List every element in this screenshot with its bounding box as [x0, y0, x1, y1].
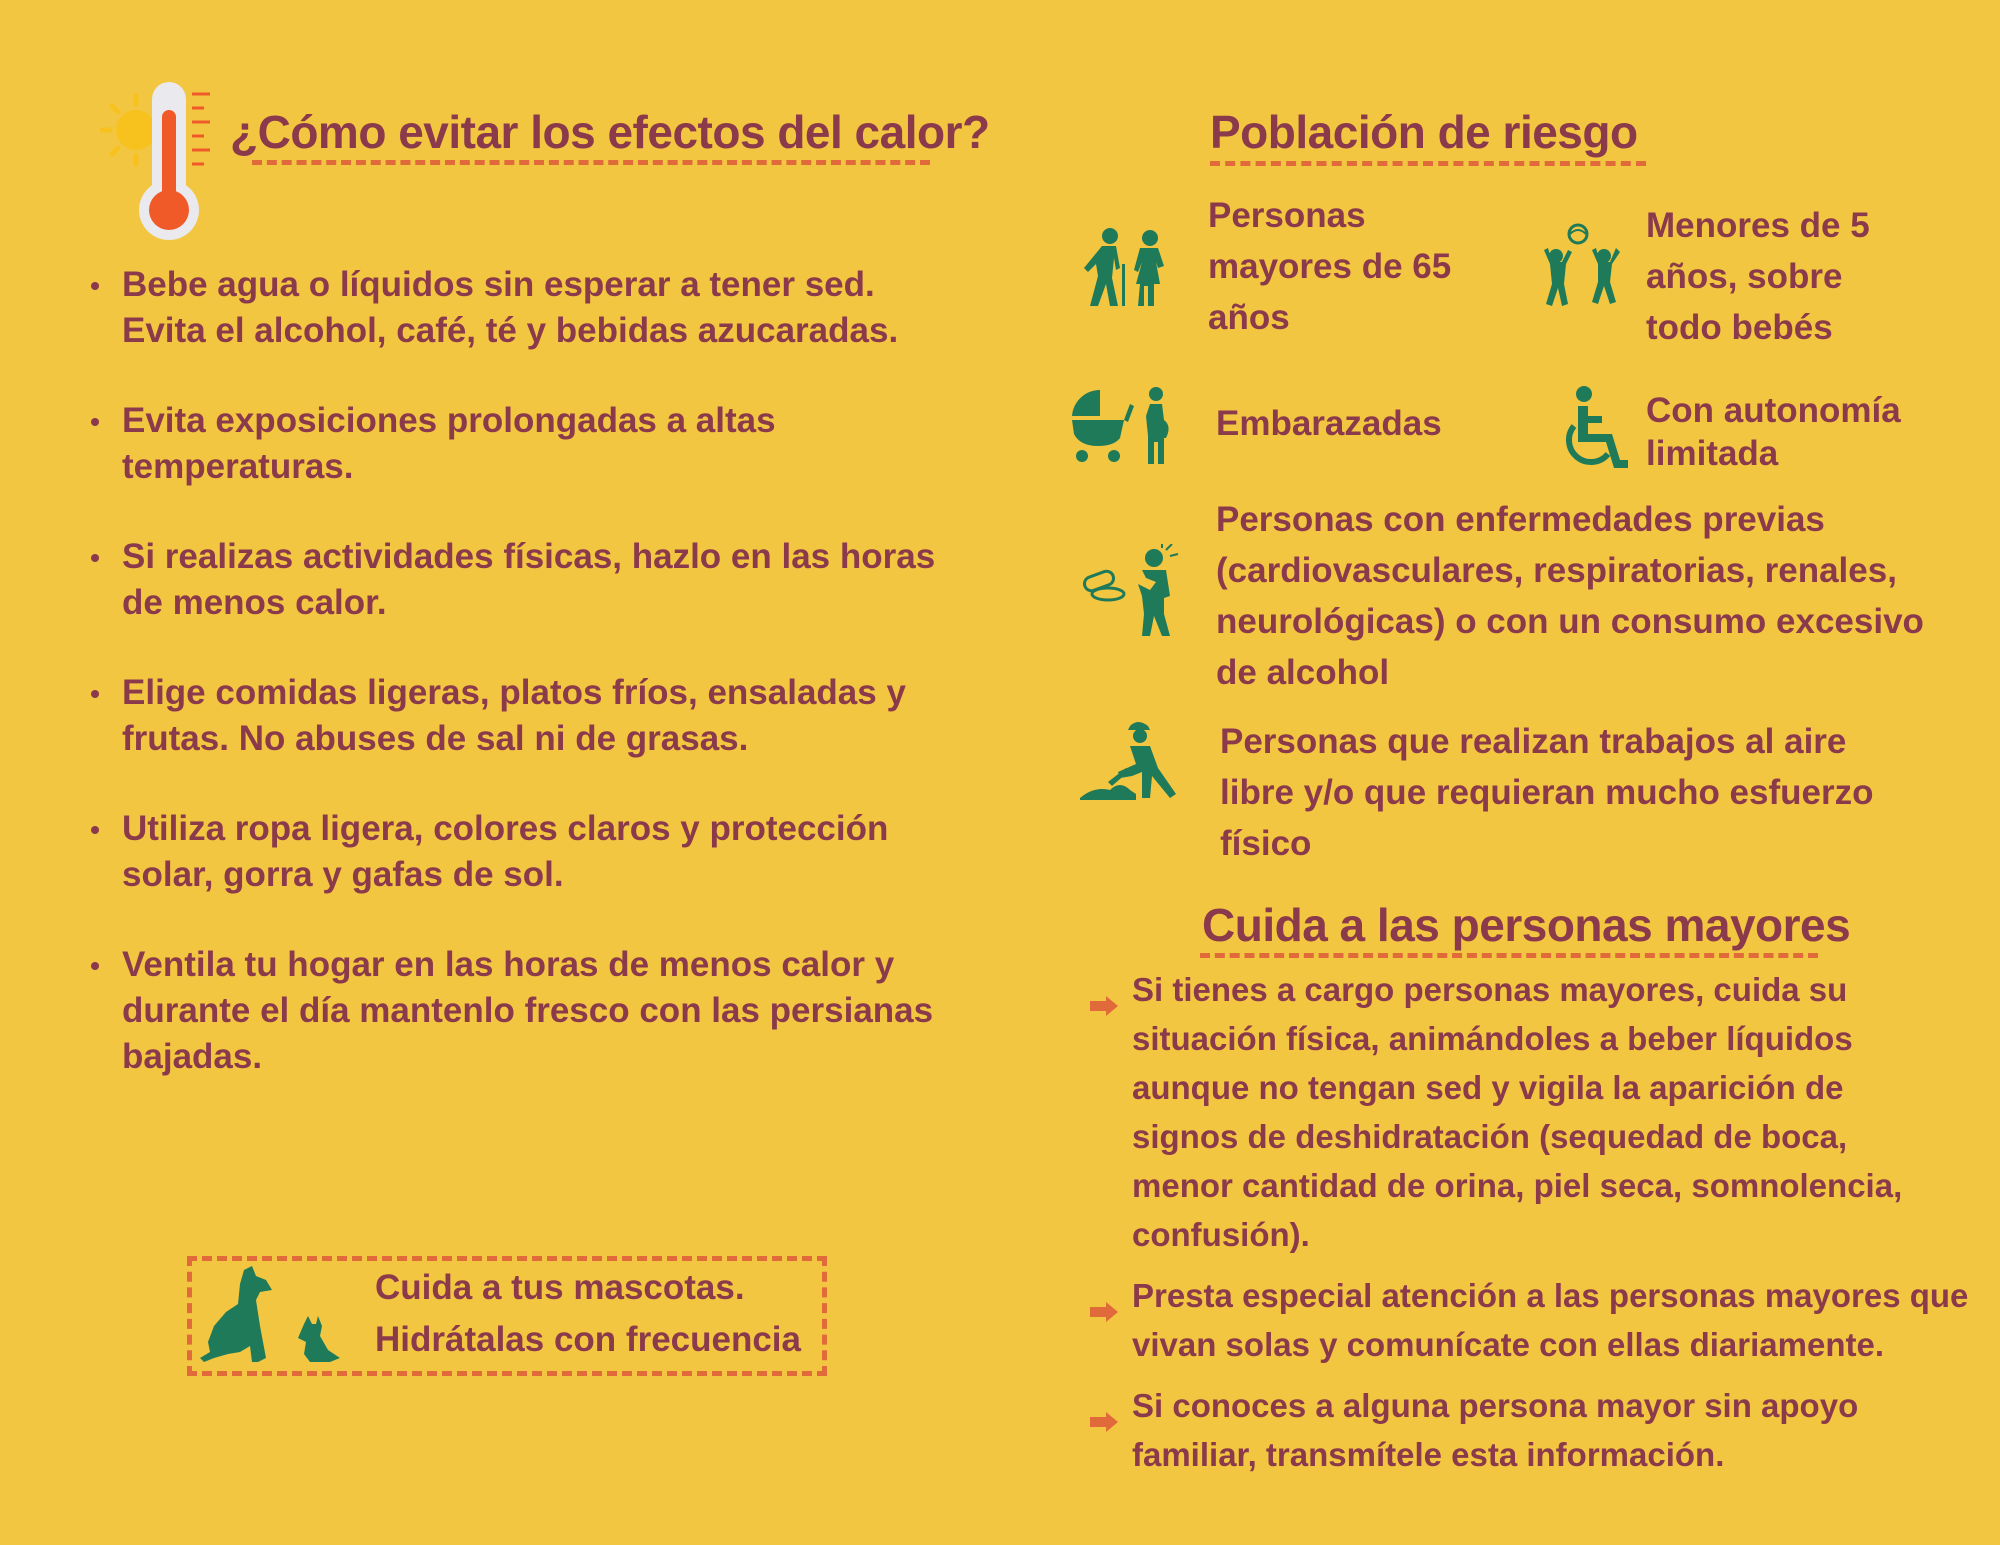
risk-group-workers: Personas que realizan trabajos al aire libre y/o que requieran mucho esfuerzo físico — [1220, 722, 1874, 863]
pets-callout-text — [375, 1262, 801, 1366]
risk-title: Población de riesgo — [1210, 106, 1638, 158]
list-item: Ventila tu hogar en las horas de menos calor y durante el día mantenlo fresco con las persianas bajadas. — [82, 942, 962, 1080]
pregnant-stroller-icon — [1068, 386, 1178, 471]
worker-shovel-icon — [1080, 720, 1184, 811]
risk-title-underline — [1210, 161, 1646, 166]
risk-group-limited: Con autonomía limitada — [1646, 391, 1901, 473]
list-item: Evita exposiciones prolongadas a altas temperaturas. — [82, 398, 782, 490]
elderly-couple-icon — [1080, 228, 1176, 313]
list-item: Si realizas actividades físicas, hazlo en las horas de menos calor. — [82, 534, 962, 626]
thermometer-sun-icon — [100, 80, 215, 250]
risk-group-elderly: Personas mayores de 65 años — [1208, 196, 1452, 337]
heat-tips-list — [82, 262, 962, 1124]
risk-group-illness: Personas con enfermedades previas (cardiovasculares, respiratorias, renales, neurológicas) o con un consumo excesivo de alcohol — [1216, 500, 1924, 692]
list-item: Elige comidas ligeras, platos fríos, ensaladas y frutas. No abuses de sal ni de grasas. — [82, 670, 942, 762]
list-item: Presta especial atención a las personas mayores que vivan solas y comunícate con ellas diariamente. — [1090, 1271, 1972, 1369]
list-item: Bebe agua o líquidos sin esperar a tener sed. Evita el alcohol, café, té y bebidas azucaradas. — [82, 262, 942, 354]
wheelchair-icon — [1562, 386, 1630, 475]
list-item: Si tienes a cargo personas mayores, cuida su situación física, animándoles a beber líquidos aunque no tengan sed y vigila la aparición de signos de deshidratación (sequedad de boca, menor cantidad de orina, piel seca, somnolencia, confusión). — [1090, 965, 1922, 1259]
heat-tips-title-underline — [252, 160, 930, 165]
risk-group-children: Menores de 5 años, sobre todo bebés — [1646, 206, 1870, 347]
list-item: Utiliza ropa ligera, colores claros y protección solar, gorra y gafas de sol. — [82, 806, 922, 898]
dog-cat-icon — [200, 1266, 345, 1371]
care-title: Cuida a las personas mayores — [1202, 899, 1851, 951]
care-list — [1090, 965, 1970, 1491]
sick-person-pills-icon — [1080, 544, 1180, 643]
arrow-right-icon — [1090, 1396, 1118, 1445]
pets-line-2: Hidrátalas con frecuencia — [375, 1320, 801, 1359]
risk-group-pregnant: Embarazadas — [1216, 404, 1442, 443]
arrow-right-icon — [1090, 1286, 1118, 1335]
heat-tips-title: ¿Cómo evitar los efectos del calor? — [230, 106, 990, 158]
children-playing-icon — [1540, 222, 1630, 315]
pets-line-1: Cuida a tus mascotas. — [375, 1268, 745, 1307]
list-item: Si conoces a alguna persona mayor sin apoyo familiar, transmítele esta información. — [1090, 1381, 1922, 1479]
arrow-right-icon — [1090, 980, 1118, 1029]
care-title-underline — [1200, 953, 1818, 958]
